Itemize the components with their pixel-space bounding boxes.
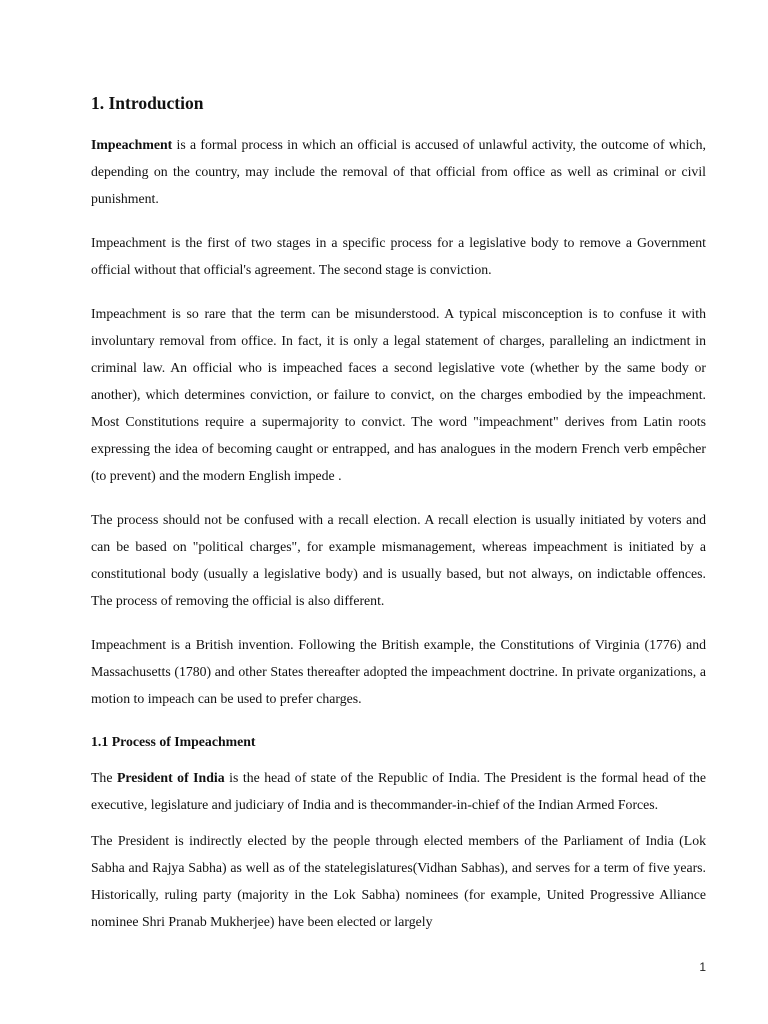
term-impeachment: Impeachment bbox=[91, 137, 173, 152]
paragraph-british-origin: Impeachment is a British invention. Following the British example, the Constitutions of Virginia (1776) and Massachusetts (1780) and other States thereafter adopted the impeachment doctrine. In private organizations, a motion to impeach can be used to prefer charges. bbox=[91, 637, 706, 706]
term-president-of-india: President of India bbox=[116, 770, 225, 785]
paragraph-president-lead: The bbox=[91, 770, 117, 785]
paragraph-president bbox=[91, 764, 706, 818]
paragraph-president-text: is the head of state of the Republic of India. The President is the formal head of the executive, legislature and judiciary of India and is thecommander-in-chief of the Indian Armed Forces. bbox=[91, 770, 706, 812]
paragraph-misconception: Impeachment is so rare that the term can be misunderstood. A typical misconception is to confuse it with involuntary removal from office. In fact, it is only a legal statement of charges, paralleling an indictment in criminal law. An official who is impeached faces a second legislative vote (whether by the same body or another), which determines conviction, or failure to convict, on the charges embodied by the impeachment. Most Constitutions require a supermajority to convict. The word "impeachment" derives from Latin roots expressing the idea of becoming caught or entrapped, and has analogues in the modern French verb empêcher (to prevent) and the modern English impede . bbox=[91, 306, 706, 483]
paragraph-recall-election: The process should not be confused with a recall election. A recall election is usually initiated by voters and can be based on "political charges", for example mismanagement, whereas impeachment is initiated by a constitutional body (usually a legislative body) and is usually based, but not always, on indictable offences. The process of removing the official is also different. bbox=[91, 512, 706, 608]
paragraph-stages: Impeachment is the first of two stages in a specific process for a legislative body to remove a Government official without that official's agreement. The second stage is conviction. bbox=[91, 235, 706, 277]
paragraph-definition bbox=[91, 131, 706, 212]
page-content bbox=[91, 90, 706, 952]
section-title: 1. Introduction bbox=[91, 93, 204, 113]
page-number: 1 bbox=[699, 960, 706, 974]
paragraph-election: The President is indirectly elected by the people through elected members of the Parliament of India (Lok Sabha and Rajya Sabha) as well as of the statelegislatures(Vidhan Sabhas), and serves for a term of five years. Historically, ruling party (majority in the Lok Sabha) nominees (for example, United Progressive Alliance nominee Shri Pranab Mukherjee) have been elected or largely bbox=[91, 833, 706, 929]
subsection-title: 1.1 Process of Impeachment bbox=[91, 734, 256, 749]
paragraph-definition-text: is a formal process in which an official is accused of unlawful activity, the outcome of which, depending on the country, may include the removal of that official from office as well as criminal or civil punishment. bbox=[91, 137, 706, 206]
